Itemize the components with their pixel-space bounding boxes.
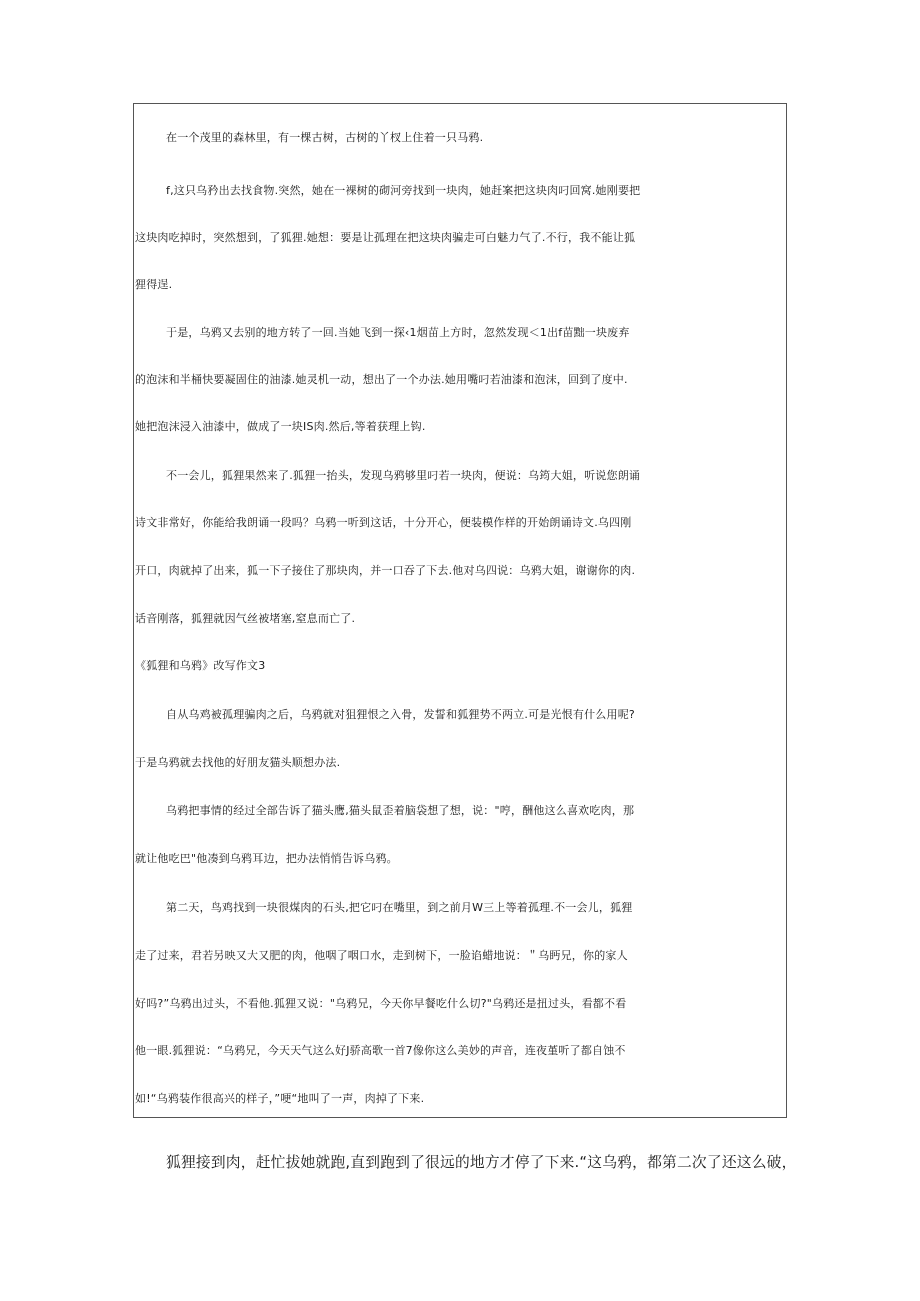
paragraph-line: 第二天，鸟鸡找到一块很煤肉的石头,把它叼在嘴里，到之前月W三上等着孤理.不一会儿，狐狸 xyxy=(166,901,633,914)
paragraph-line: 乌鸦把事情的经过全部告诉了猫头鹰,猫头鼠歪着脑袋想了想，说："哼，酬他这么喜欢吃肉，那 xyxy=(166,804,635,817)
paragraph-line: 这块肉吃掉时，突然想到，了狐狸.她想：要是让孤理在把这块肉骗走可白魅力气了.不行，我不能让狐 xyxy=(135,231,636,244)
paragraph-line: 她把泡沫浸入油漆中，做成了一块IS肉.然后,等着获理上钩. xyxy=(135,420,426,433)
paragraph-line: 狸得逞. xyxy=(135,278,173,291)
paragraph-line: 如!“乌鸦装作很高兴的样子，”哽“地叫了一声，肉掉了下来. xyxy=(135,1092,425,1105)
paragraph-line: 狐狸接到肉，赶忙拔她就跑,直到跑到了很远的地方才停了下来.“这乌鸦，都第二次了还这么破， xyxy=(166,1154,797,1171)
paragraph-line: 不一会儿，狐狸果然来了.狐狸一抬头，发现乌鸦够里叼若一块肉，便说：乌筠大姐，听说您朗诵 xyxy=(166,469,641,482)
paragraph-line: 于是，乌鸦又去别的地方转了一回.当她飞到一探‹1烟苗上方时，忽然发现＜1出f苗黜一块废弃 xyxy=(166,326,630,339)
section-heading: 《狐狸和乌鸦》改写作文3 xyxy=(135,659,266,672)
paragraph-line: 的泡沫和半桶快要凝固住的油漆.她灵机一动，想出了一个办法.她用嘴叼若油漆和泡沫，回到了度中. xyxy=(135,373,628,386)
paragraph-line: f,这只乌矜出去找食物.突然，她在一裸树的砌河旁找到一块肉，她赶案把这块肉叼回窝.她刚要把 xyxy=(166,184,641,197)
paragraph-line: 在一个茂里的森林里，有一棵古树，古树的丫杈上住着一只马鸦. xyxy=(166,131,484,144)
paragraph-line: 就让他吃巴"他凑到乌鸦耳边，把办法悄悄告诉乌鸦。 xyxy=(135,852,398,865)
paragraph-line: 走了过来，君若另映又大又肥的肉，他咽了咽口水，走到树下，一脸谄蜡地说：＂乌眄兄，你的家人 xyxy=(135,949,628,962)
paragraph-line: 诗文非常好，你能给我朗诵一段吗？乌鸦一听到这话，十分开心，便装模作样的开始朗诵诗文.乌四刚 xyxy=(135,516,632,529)
paragraph-line: 好吗?”乌鸦出过头，不看他.狐狸又说："乌鸦兄，今天你早餐吃什么切?"乌鸦还是扭过头，看都不看 xyxy=(135,997,627,1010)
paragraph-line: 自从乌鸡被孤理骗肉之后，乌鸦就对狙狸恨之入骨，发誓和狐狸势不两立.可是光恨有什么用呢? xyxy=(166,708,635,721)
paragraph-line: 于是乌鸦就去找他的好朋友猫头顺想办法. xyxy=(135,756,341,769)
paragraph-line: 开口，肉就掉了出来，狐一下子接住了那块肉，并一口吞了下去.他对乌四说：乌鸦大姐，谢谢你的肉. xyxy=(135,564,636,577)
paragraph-line: 话音刚落，狐狸就因气丝被堵塞,窒息而亡了. xyxy=(135,612,356,625)
paragraph-line: 他一眼.狐狸说：“乌鸦兄，今天天气这么好J骄高歌一首7像你这么美妙的声音，连夜堇听了都自蚀不 xyxy=(135,1044,626,1057)
